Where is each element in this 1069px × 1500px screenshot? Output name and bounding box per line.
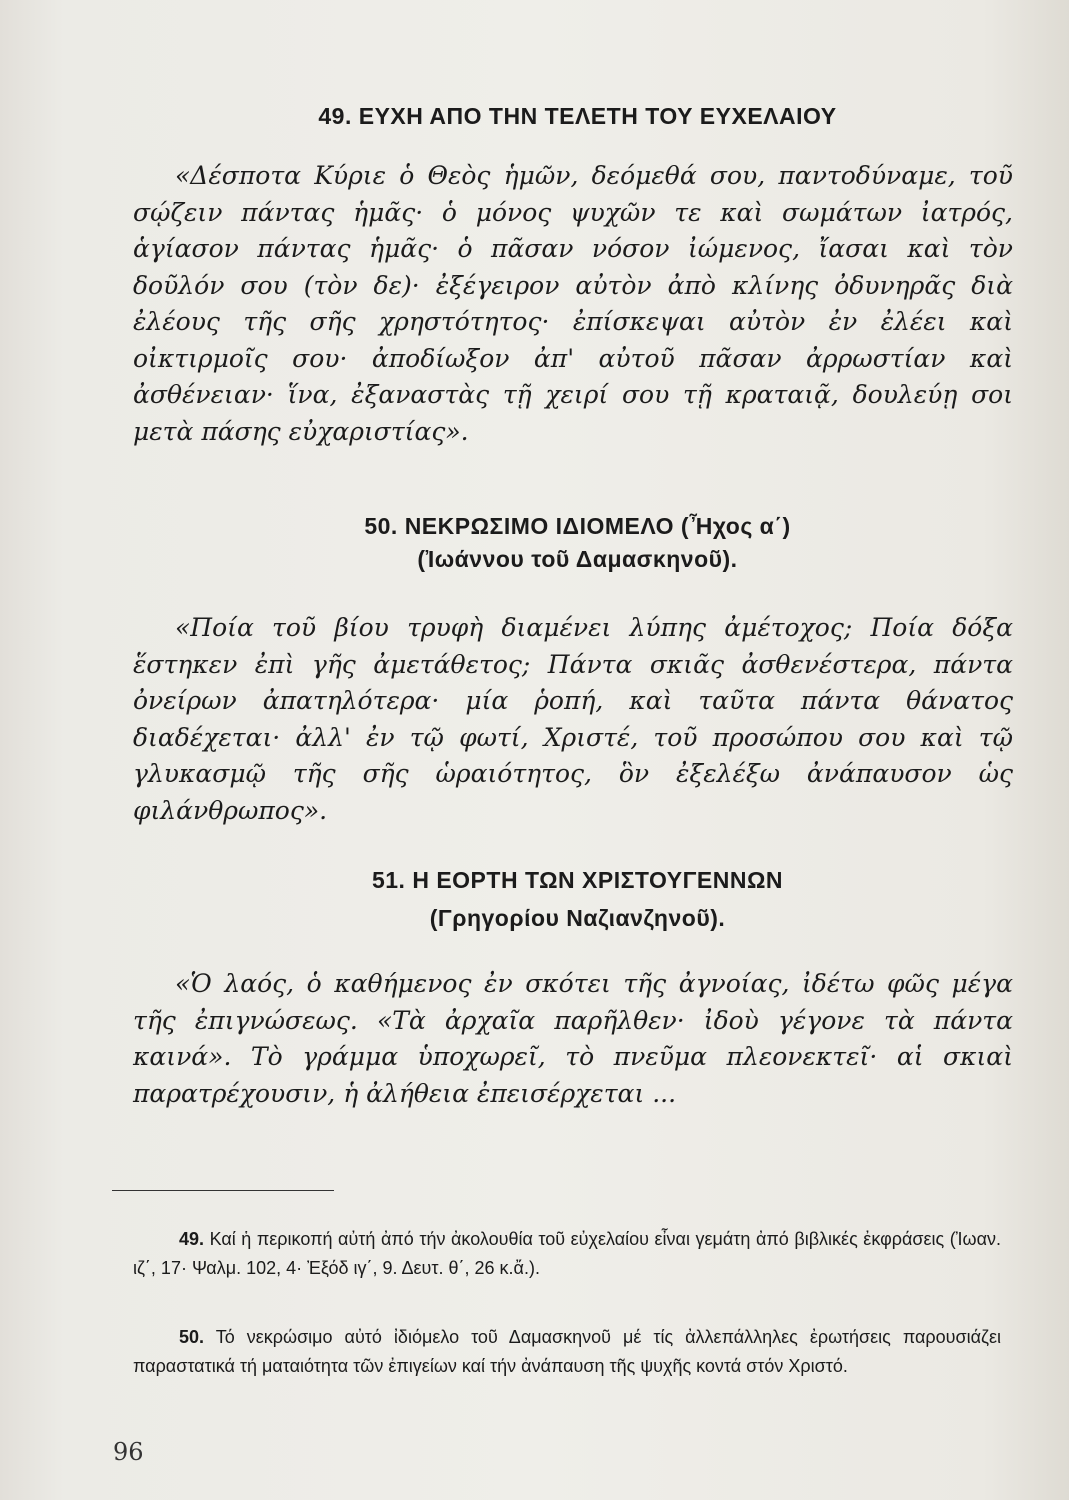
footnote-49-text: Καί ἡ περικοπή αὐτή ἀπό τήν ἀκολουθία τοῦ εὐχελαίου εἶναι γεμάτη ἀπό βιβλικές ἐκφράσεις (Ἰωαν. ιζ΄, 17· Ψαλμ. 102, 4· Ἐξόδ ιγ΄, 9. Δευτ. θ΄, 26 κ.ἄ.). bbox=[133, 1229, 1001, 1278]
section-49-title: 49. ΕΥΧΗ ΑΠΟ ΤΗΝ ΤΕΛΕΤΗ ΤΟΥ ΕΥΧΕΛΑΙΟΥ bbox=[318, 103, 837, 129]
footnote-50-number: 50. bbox=[179, 1327, 205, 1347]
section-51-subtitle: (Γρηγορίου Ναζιανζηνοῦ). bbox=[429, 905, 726, 931]
footnote-separator bbox=[112, 1190, 334, 1191]
footnote-50 bbox=[133, 1323, 1001, 1381]
footnote-50-text: Τό νεκρώσιμο αὐτό ἰδιόμελο τοῦ Δαμασκηνοῦ μέ τίς ἀλλεπάλληλες ἐρωτήσεις παρουσιάζει παραστατικά τή ματαιότητα τῶν ἐπιγείων καί τήν ἀνάπαυση τῆς ψυχῆς κοντά στόν Χριστό. bbox=[133, 1327, 1001, 1376]
footnote-49-number: 49. bbox=[179, 1229, 205, 1249]
section-50-hymn-text: «Ποία τοῦ βίου τρυφὴ διαμένει λύπης ἀμέτοχος; Ποία δόξα ἕστηκεν ἐπὶ γῆς ἀμετάθετος; Πάντα σκιᾶς ἀσθενέστερα, πάντα ὀνείρων ἀπατηλότερα· μία ῥοπή, καὶ ταῦτα πάντα θάνατος διαδέχεται· ἀλλ' ἐν τῷ φωτί, Χριστέ, τοῦ προσώπου σου καὶ τῷ γλυκασμῷ τῆς σῆς ὡραιότητος, ὃν ἐξελέξω ἀνάπαυσον ὡς φιλάνθρωπος». bbox=[133, 613, 1013, 825]
section-50-title: 50. ΝΕΚΡΩΣΙΜΟ ΙΔΙΟΜΕΛΟ (Ἦχος α΄) bbox=[364, 513, 791, 539]
footnote-49 bbox=[133, 1225, 1001, 1283]
section-51-homily-text: «Ὁ λαός, ὁ καθήμενος ἐν σκότει τῆς ἀγνοίας, ἰδέτω φῶς μέγα τῆς ἐπιγνώσεως. «Τὰ ἀρχαῖα παρῆλθεν· ἰδοὺ γέγονε τὰ πάντα καινά». Τὸ γράμμα ὑποχωρεῖ, τὸ πνεῦμα πλεονεκτεῖ· αἱ σκιαὶ παρατρέχουσιν, ἡ ἀλήθεια ἐπεισέρχεται ... bbox=[133, 969, 1013, 1108]
section-51-title: 51. Η ΕΟΡΤΗ ΤΩΝ ΧΡΙΣΤΟΥΓΕΝΝΩΝ bbox=[371, 867, 784, 893]
page-number: 96 bbox=[113, 1438, 144, 1466]
section-50-subtitle: (Ἰωάννου τοῦ Δαμασκηνοῦ). bbox=[417, 546, 738, 572]
section-49-prayer-text: «Δέσποτα Κύριε ὁ Θεὸς ἡμῶν, δεόμεθά σου, παντοδύναμε, τοῦ σῴζειν πάντας ἡμᾶς· ὁ μόνος ψυχῶν τε καὶ σωμάτων ἰατρός, ἁγίασον πάντας ἡμᾶς· ὁ πᾶσαν νόσον ἰώμενος, ἴασαι καὶ τὸν δοῦλόν σου (τὸν δε)· ἐξέγειρον αὐτὸν ἀπὸ κλίνης ὀδυνηρᾶς διὰ ἐλέους τῆς σῆς χρηστότητος· ἐπίσκεψαι αὐτὸν ἐν ἐλέει καὶ οἰκτιρμοῖς σου· ἀποδίωξον ἀπ' αὐτοῦ πᾶσαν ἀρρωστίαν καὶ ἀσθένειαν· ἵνα, ἐξαναστὰς τῇ χειρί σου τῇ κραταιᾷ, δουλεύῃ σοι μετὰ πάσης εὐχαριστίας». bbox=[133, 161, 1013, 446]
